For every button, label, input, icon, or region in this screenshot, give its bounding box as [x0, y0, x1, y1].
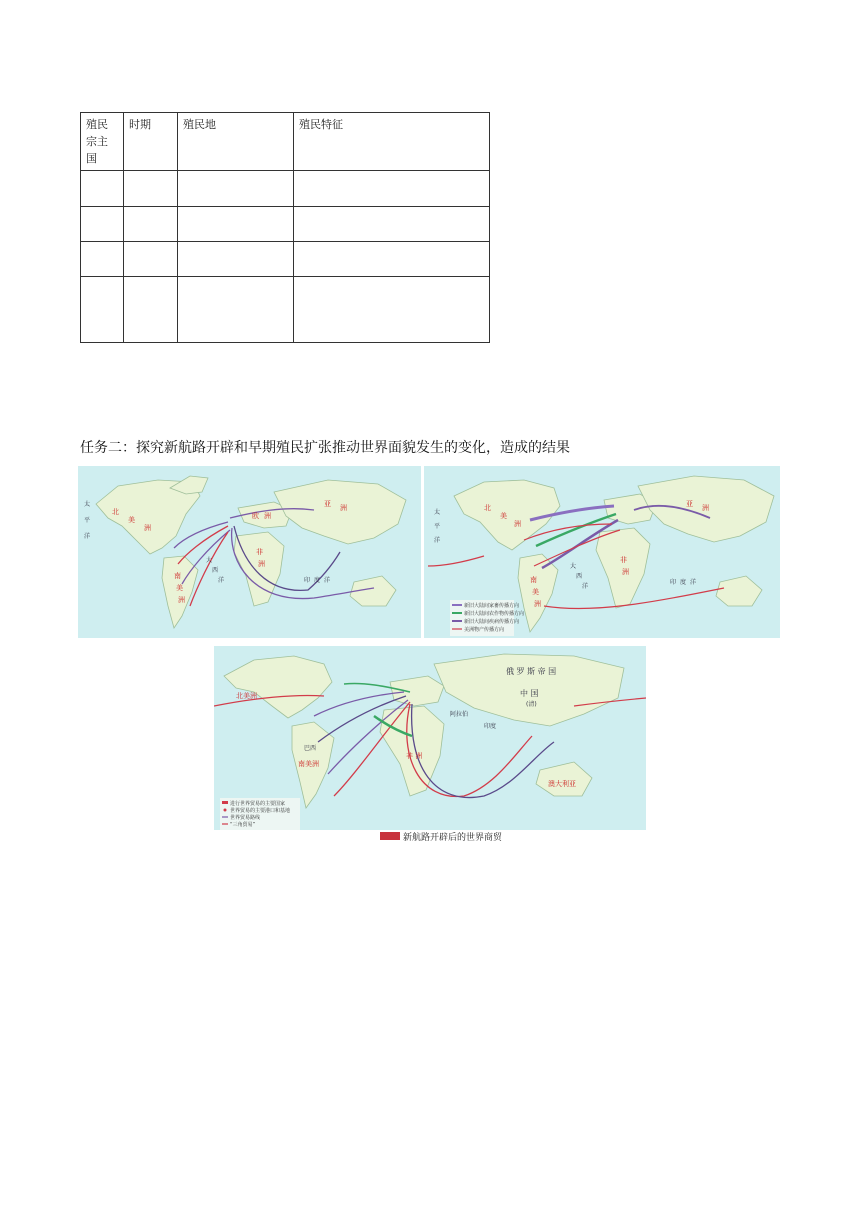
svg-text:亚: 亚	[686, 500, 693, 508]
map3-legend	[220, 798, 300, 832]
svg-text:美: 美	[500, 512, 507, 520]
svg-text:洲: 洲	[264, 512, 271, 520]
map3-label: 巴西	[304, 745, 317, 752]
table-cell[interactable]	[81, 207, 124, 242]
svg-text:大: 大	[206, 557, 213, 564]
svg-text:洲: 洲	[144, 524, 151, 532]
table-header-row	[81, 113, 490, 171]
map3-label: 澳大利亚	[548, 780, 576, 788]
table-cell[interactable]	[178, 277, 294, 343]
table-row	[81, 242, 490, 277]
svg-text:洋: 洋	[84, 533, 91, 540]
map3-label: 南美洲	[298, 760, 319, 768]
svg-text:西: 西	[576, 573, 583, 580]
svg-text:洲: 洲	[340, 504, 347, 512]
table-cell[interactable]	[124, 242, 178, 277]
map1-svg	[78, 466, 421, 638]
svg-text:印: 印	[670, 579, 677, 586]
map3-label: 北美洲	[236, 692, 257, 700]
svg-text:欧: 欧	[252, 512, 259, 520]
svg-text:洲: 洲	[514, 520, 521, 528]
colony-table	[80, 112, 490, 343]
table-cell[interactable]	[124, 171, 178, 207]
svg-text:洋: 洋	[324, 577, 331, 584]
map3-svg	[214, 646, 646, 842]
map3-label: 阿拉伯	[450, 711, 469, 718]
svg-text:北: 北	[484, 504, 491, 512]
table-cell[interactable]	[178, 171, 294, 207]
table-row	[81, 171, 490, 207]
svg-text:太: 太	[434, 509, 441, 516]
table-cell[interactable]	[178, 207, 294, 242]
table-cell[interactable]	[124, 207, 178, 242]
legend-item: “三角贸易”	[230, 822, 256, 828]
header-colony: 殖民地	[178, 113, 294, 171]
svg-text:度: 度	[314, 577, 321, 584]
svg-text:洋: 洋	[218, 577, 225, 584]
legend-item: 新旧大陆间农作物传播方向	[464, 611, 525, 617]
header-features: 殖民特征	[294, 113, 490, 171]
legend-item: 新旧大陆间疾病传播方向	[464, 619, 520, 625]
task-two-heading: 任务二：探究新航路开辟和早期殖民扩张推动世界面貌发生的变化，造成的结果	[80, 440, 570, 456]
svg-text:非: 非	[620, 556, 627, 564]
legend-item: 新旧大陆间家畜传播方向	[464, 603, 520, 609]
table-cell[interactable]	[81, 277, 124, 343]
table-row	[81, 207, 490, 242]
legend-item: 世界贸易的主要港口和基地	[230, 808, 291, 814]
table-cell[interactable]	[124, 277, 178, 343]
header-colonial-power: 殖民宗主国	[81, 113, 124, 171]
svg-text:洲: 洲	[622, 568, 629, 576]
svg-text:洋: 洋	[434, 537, 441, 544]
map2-legend	[450, 600, 524, 636]
svg-text:印: 印	[304, 577, 311, 584]
table-cell[interactable]	[178, 242, 294, 277]
svg-text:大: 大	[570, 563, 577, 570]
svg-text:太: 太	[84, 501, 91, 508]
legend-item: 美洲物产传播方向	[464, 627, 505, 633]
header-period: 时期	[124, 113, 178, 171]
svg-text:西: 西	[212, 567, 219, 574]
map3-label: 俄 罗 斯 帝 国	[506, 667, 557, 676]
svg-text:度: 度	[680, 579, 687, 586]
map2-svg	[424, 466, 780, 638]
map3-label: (清)	[526, 701, 537, 708]
svg-text:美: 美	[176, 584, 183, 592]
table-cell[interactable]	[294, 277, 490, 343]
svg-text:美: 美	[128, 516, 135, 524]
table-cell[interactable]	[81, 171, 124, 207]
svg-text:洲: 洲	[258, 560, 265, 568]
species-exchange-map	[424, 466, 780, 638]
svg-text:平: 平	[434, 523, 441, 530]
map3-label: 印度	[484, 723, 497, 730]
map3-label: 中 国	[520, 689, 539, 698]
svg-text:南: 南	[530, 576, 537, 584]
legend-item: 世界贸易路线	[230, 815, 261, 821]
legend-item: 进行世界贸易的主要国家	[230, 801, 286, 807]
svg-text:平: 平	[84, 517, 91, 524]
map3-label: 非 洲	[406, 752, 423, 760]
svg-text:洋: 洋	[582, 583, 589, 590]
colonial-expansion-map	[78, 466, 421, 638]
svg-text:洲: 洲	[702, 504, 709, 512]
table-row	[81, 277, 490, 343]
table-cell[interactable]	[294, 242, 490, 277]
svg-text:美: 美	[532, 588, 539, 596]
table-cell[interactable]	[81, 242, 124, 277]
svg-text:洲: 洲	[534, 600, 541, 608]
table-cell[interactable]	[294, 207, 490, 242]
svg-text:北: 北	[112, 508, 119, 516]
svg-text:南: 南	[174, 572, 181, 580]
svg-text:洋: 洋	[690, 579, 697, 586]
map3-caption: 新航路开辟后的世界商贸	[403, 833, 503, 842]
world-trade-map	[214, 646, 646, 842]
svg-text:非: 非	[256, 548, 263, 556]
table-cell[interactable]	[294, 171, 490, 207]
svg-text:亚: 亚	[324, 500, 331, 508]
svg-text:洲: 洲	[178, 596, 185, 604]
